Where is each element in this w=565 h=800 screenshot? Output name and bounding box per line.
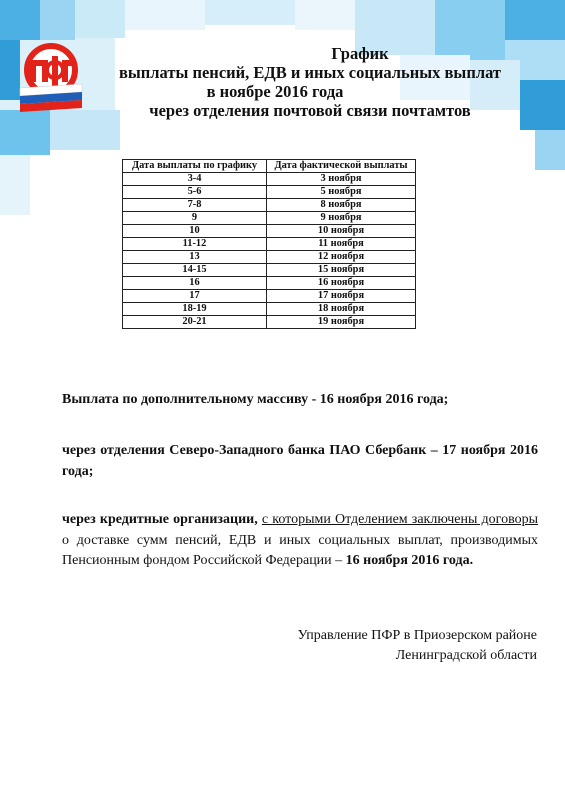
table-row bbox=[123, 264, 416, 277]
title-line-1: График bbox=[331, 44, 389, 63]
table-row bbox=[123, 173, 416, 186]
actual-date-cell: 11 ноября bbox=[267, 238, 416, 251]
signature-line-1: Управление ПФР в Приозерском районе bbox=[297, 628, 537, 643]
signature-block bbox=[298, 626, 537, 666]
actual-date-cell: 17 ноября bbox=[267, 290, 416, 303]
scheduled-date-cell: 5-6 bbox=[123, 186, 267, 199]
actual-date-cell: 5 ноября bbox=[267, 186, 416, 199]
scheduled-date-cell: 14-15 bbox=[123, 264, 267, 277]
header-actual-date: Дата фактической выплаты bbox=[267, 160, 416, 173]
scheduled-date-cell: 20-21 bbox=[123, 316, 267, 329]
table-row bbox=[123, 290, 416, 303]
actual-date-cell: 9 ноября bbox=[267, 212, 416, 225]
table-row bbox=[123, 212, 416, 225]
title-line-4: через отделения почтовой связи почтамтов bbox=[149, 101, 471, 120]
credit-org-lead: через кредитные организации, bbox=[62, 512, 258, 527]
actual-date-cell: 10 ноября bbox=[267, 225, 416, 238]
payment-schedule-table bbox=[122, 159, 416, 329]
table-row bbox=[123, 199, 416, 212]
scheduled-date-cell: 11-12 bbox=[123, 238, 267, 251]
scheduled-date-cell: 3-4 bbox=[123, 173, 267, 186]
table-row bbox=[123, 303, 416, 316]
scheduled-date-cell: 17 bbox=[123, 290, 267, 303]
actual-date-cell: 8 ноября bbox=[267, 199, 416, 212]
actual-date-cell: 16 ноября bbox=[267, 277, 416, 290]
credit-org-date: 16 ноября 2016 года. bbox=[345, 553, 474, 568]
table-row bbox=[123, 316, 416, 329]
header-scheduled-date: Дата выплаты по графику bbox=[123, 160, 267, 173]
table-header-row bbox=[123, 160, 416, 173]
title-line-3: в ноябре 2016 года bbox=[206, 82, 344, 101]
table-row bbox=[123, 238, 416, 251]
table-row bbox=[123, 186, 416, 199]
actual-date-cell: 19 ноября bbox=[267, 316, 416, 329]
actual-date-cell: 12 ноября bbox=[267, 251, 416, 264]
actual-date-cell: 15 ноября bbox=[267, 264, 416, 277]
table-row bbox=[123, 277, 416, 290]
document-title bbox=[60, 44, 530, 120]
actual-date-cell: 3 ноября bbox=[267, 173, 416, 186]
additional-array-note: Выплата по дополнительному массиву - 16 ноября 2016 года; bbox=[62, 392, 449, 407]
table-body bbox=[123, 173, 416, 329]
scheduled-date-cell: 9 bbox=[123, 212, 267, 225]
scheduled-date-cell: 18-19 bbox=[123, 303, 267, 316]
credit-org-underlined: с которыми Отделением заключены договоры bbox=[261, 512, 538, 527]
credit-org-note bbox=[62, 510, 538, 572]
scheduled-date-cell: 10 bbox=[123, 225, 267, 238]
actual-date-cell: 18 ноября bbox=[267, 303, 416, 316]
table-row bbox=[123, 225, 416, 238]
credit-org-body: о доставке сумм пенсий, ЕДВ и иных социальных выплат, производимых Пенсионным фондом Российской Федерации – bbox=[62, 532, 538, 568]
scheduled-date-cell: 7-8 bbox=[123, 199, 267, 212]
scheduled-date-cell: 16 bbox=[123, 277, 267, 290]
table-row bbox=[123, 251, 416, 264]
sberbank-note: через отделения Северо-Западного банка ПАО Сбербанк – 17 ноября 2016 года; bbox=[62, 443, 538, 479]
title-line-2: выплаты пенсий, ЕДВ и иных социальных выплат bbox=[118, 63, 502, 82]
signature-line-2: Ленинградской области bbox=[395, 648, 537, 663]
scheduled-date-cell: 13 bbox=[123, 251, 267, 264]
